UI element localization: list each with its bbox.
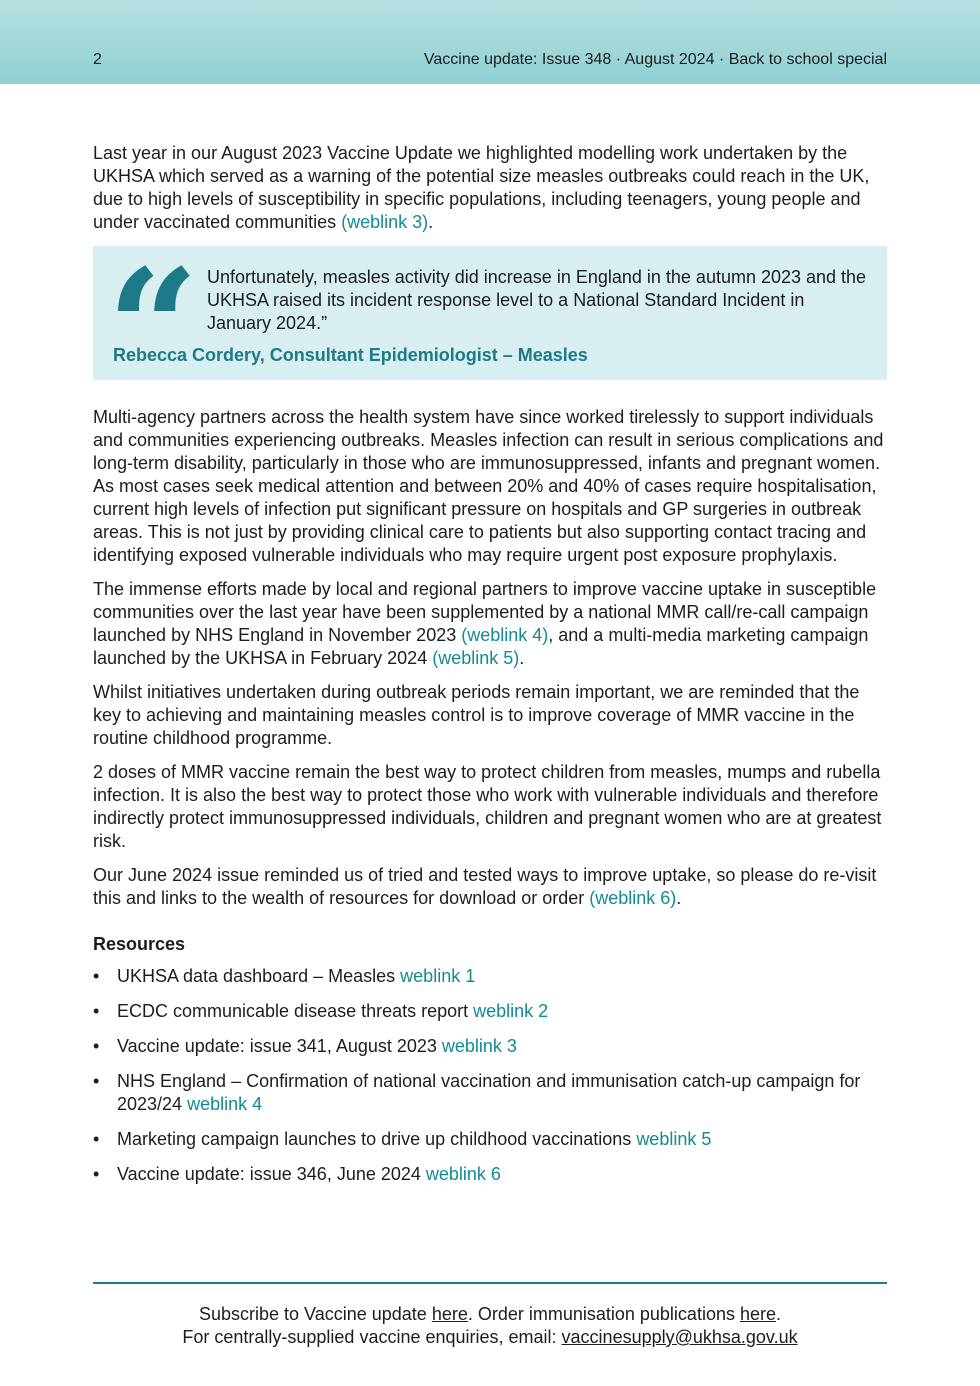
footer-divider xyxy=(93,1282,887,1284)
footer-line-1 xyxy=(93,1303,887,1326)
p2-end: . xyxy=(519,648,525,668)
resource-link-2[interactable]: weblink 2 xyxy=(473,1001,549,1021)
intro-text: Last year in our August 2023 Vaccine Update we highlighted modelling work undertaken by the UKHSA which served as a warning of the potential size measles outbreaks could reach in the UK, due to high levels of susceptibility in specific populations, including teenagers, young people and under vaccinated communities xyxy=(93,143,870,232)
quote-attribution: Rebecca Cordery, Consultant Epidemiologist – Measles xyxy=(113,345,588,365)
resource-text: NHS England – Confirmation of national vaccination and immunisation catch-up campaign for 2023/24 xyxy=(117,1071,861,1114)
resource-text: Vaccine update: issue 341, August 2023 xyxy=(117,1036,442,1056)
paragraph-2 xyxy=(93,578,887,670)
footer-line1-end: . xyxy=(776,1304,782,1324)
footer-order-text: . Order immunisation publications xyxy=(467,1304,740,1324)
resources-heading: Resources xyxy=(93,934,186,954)
resource-link-6[interactable]: weblink 6 xyxy=(425,1164,501,1184)
order-here-link[interactable]: here xyxy=(739,1304,776,1324)
resource-link-5[interactable]: weblink 5 xyxy=(636,1129,712,1149)
list-item xyxy=(93,1035,887,1058)
resource-link-4[interactable]: weblink 4 xyxy=(187,1094,263,1114)
weblink-3-inline[interactable]: (weblink 3) xyxy=(341,212,429,232)
resource-link-1[interactable]: weblink 1 xyxy=(400,966,476,986)
p2-text-b: , and a multi-media marketing campaign launched by the UKHSA in February 2024 xyxy=(93,625,869,668)
footer-line-2 xyxy=(93,1326,887,1349)
email-link[interactable]: vaccinesupply@ukhsa.gov.uk xyxy=(561,1327,798,1347)
paragraph-5 xyxy=(93,864,887,910)
p5-text-a: Our June 2024 issue reminded us of tried and tested ways to improve uptake, so please do re-visit this and links to the wealth of resources for download or order xyxy=(93,865,877,908)
list-item xyxy=(93,1000,887,1023)
quote-text: Unfortunately, measles activity did increase in England in the autumn 2023 and the UKHSA raised its incident response level to a National Standard Incident in January 2024.” xyxy=(207,267,867,333)
intro-end: . xyxy=(428,212,434,232)
quote-mark-icon: “ xyxy=(107,234,200,422)
intro-paragraph xyxy=(93,142,887,234)
weblink-5-inline[interactable]: (weblink 5) xyxy=(432,648,520,668)
subscribe-here-link[interactable]: here xyxy=(431,1304,468,1324)
resource-link-3[interactable]: weblink 3 xyxy=(441,1036,517,1056)
footer-enquiries-text: For centrally-supplied vaccine enquiries, email: xyxy=(182,1327,562,1347)
page-header xyxy=(0,0,980,84)
main-content xyxy=(93,142,887,1198)
p5-end: . xyxy=(676,888,682,908)
list-item xyxy=(93,1070,887,1116)
page-footer xyxy=(93,1303,887,1349)
list-item xyxy=(93,965,887,988)
resource-text: ECDC communicable disease threats report xyxy=(117,1001,474,1021)
resources-list xyxy=(93,965,887,1186)
paragraph-3: Whilst initiatives undertaken during outbreak periods remain important, we are reminded that the key to achieving and maintaining measles control is to improve coverage of MMR vaccine in the routine childhood programme. xyxy=(93,682,860,748)
paragraph-4: 2 doses of MMR vaccine remain the best way to protect children from measles, mumps and rubella infection. It is also the best way to protect those who work with vulnerable individuals and therefore indirectly protect immunosuppressed individuals, children and pregnant women who are at greatest risk. xyxy=(93,762,882,851)
header-title: Vaccine update: Issue 348 · August 2024 · Back to school special xyxy=(423,51,887,68)
resource-text: UKHSA data dashboard – Measles xyxy=(117,966,401,986)
weblink-6-inline[interactable]: (weblink 6) xyxy=(589,888,677,908)
page-number: 2 xyxy=(93,51,102,68)
p2-text-a: The immense efforts made by local and regional partners to improve vaccine uptake in susceptible communities over the last year have been supplemented by a national MMR call/re-call campaign launched by NHS England in November 2023 xyxy=(93,579,877,645)
list-item xyxy=(93,1128,887,1151)
resource-text: Vaccine update: issue 346, June 2024 xyxy=(117,1164,426,1184)
pull-quote xyxy=(93,234,887,422)
list-item xyxy=(93,1163,887,1186)
paragraph-1: Multi-agency partners across the health system have since worked tirelessly to support individuals and communities experiencing outbreaks. Measles infection can result in serious complications and long-term disability, particularly in those who are immunosuppressed, infants and pregnant women. As most cases seek medical attention and between 20% and 40% of cases require hospitalisation, current high levels of infection put significant pressure on hospitals and GP surgeries in outbreak areas. This is not just by providing clinical care to patients but also supporting contact tracing and identifying exposed vulnerable individuals who may require urgent post exposure prophylaxis. xyxy=(93,407,884,565)
weblink-4-inline[interactable]: (weblink 4) xyxy=(461,625,549,645)
footer-subscribe-text: Subscribe to Vaccine update xyxy=(198,1304,432,1324)
resource-text: Marketing campaign launches to drive up childhood vaccinations xyxy=(117,1129,637,1149)
